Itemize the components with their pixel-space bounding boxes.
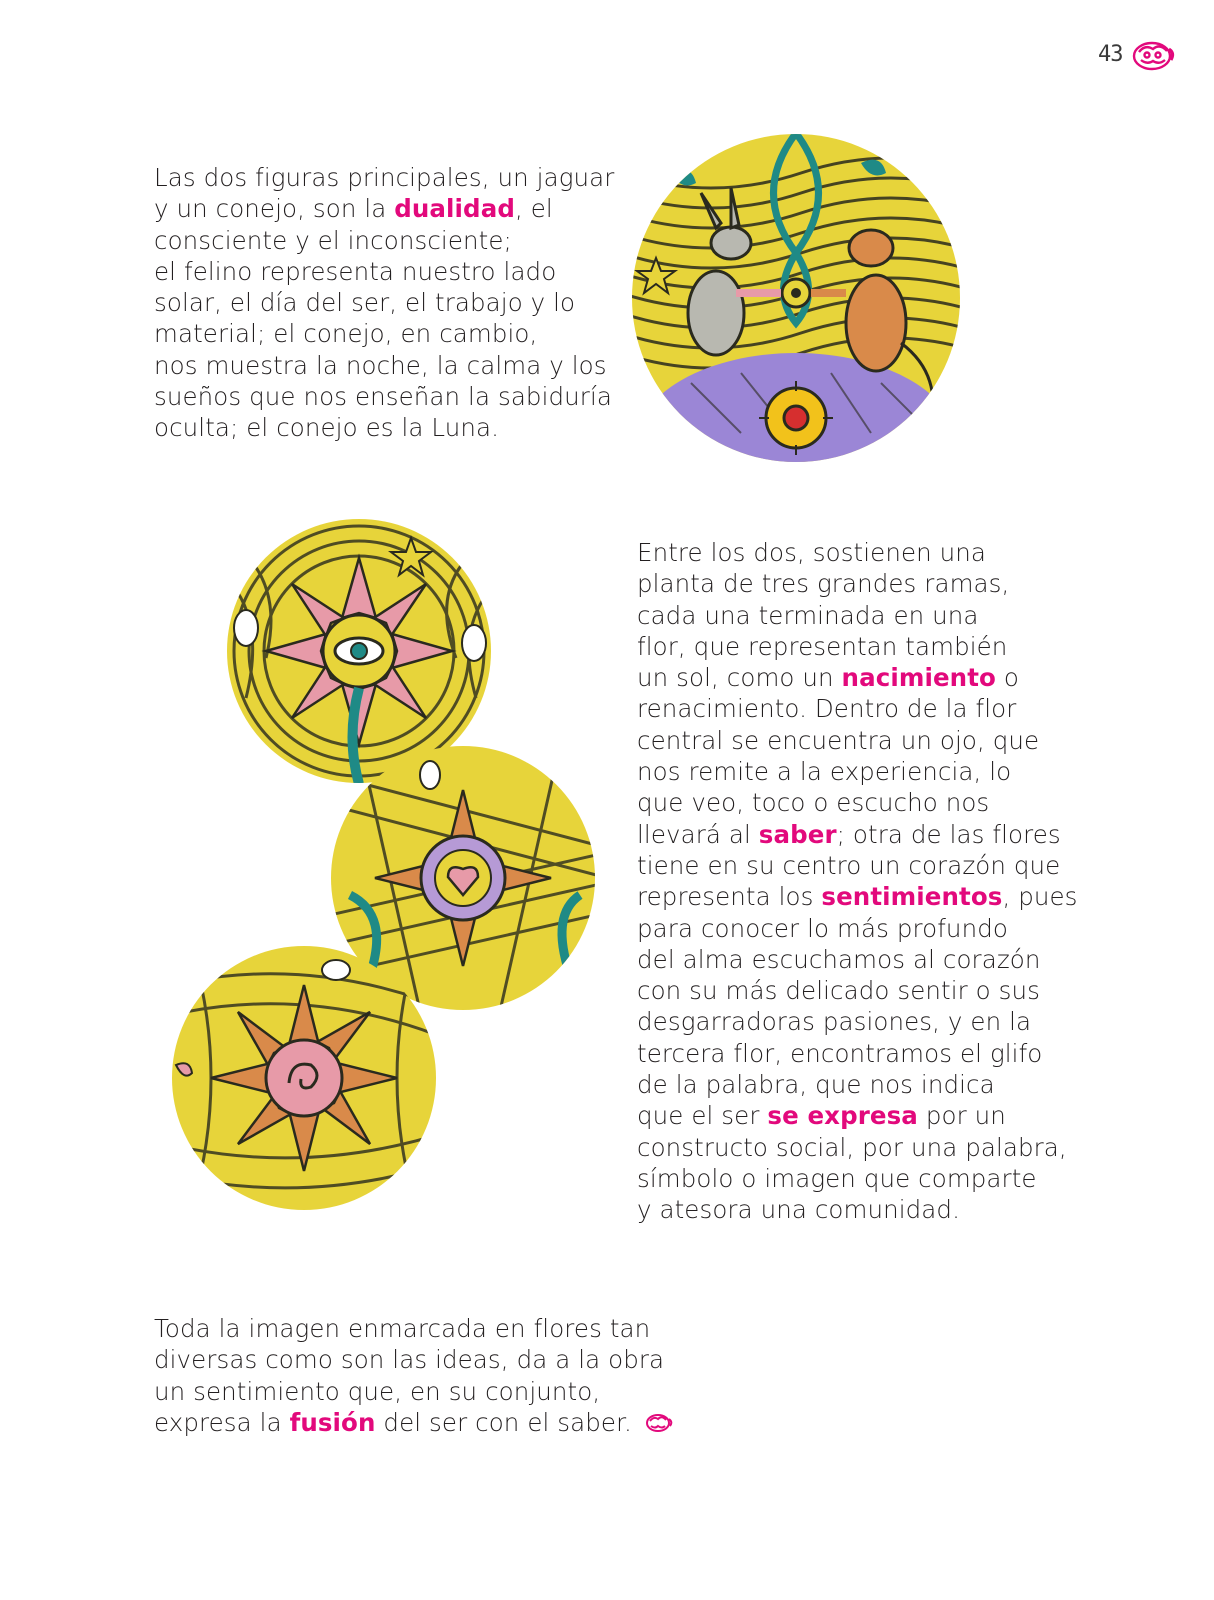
text-segment: Entre los dos, sostienen una bbox=[637, 538, 987, 567]
text-segment: tiene en su centro un corazón que bbox=[637, 850, 1061, 880]
text-line bbox=[637, 944, 1078, 975]
text-line bbox=[154, 1376, 674, 1407]
text-line bbox=[154, 225, 614, 256]
text-segment: nos remite a la experiencia, lo bbox=[637, 757, 1012, 787]
text-line bbox=[154, 287, 614, 318]
text-segment: constructo social, por una palabra, bbox=[637, 1132, 1067, 1162]
text-segment: el felino representa nuestro lado bbox=[154, 256, 557, 286]
text-segment: un sentimiento que, en su conjunto, bbox=[154, 1376, 601, 1406]
text-segment: y atesora una comunidad. bbox=[637, 1195, 960, 1225]
artwork-word-glyph-flower bbox=[171, 945, 437, 1211]
text-line bbox=[154, 1313, 674, 1344]
text-line bbox=[637, 1069, 1078, 1100]
text-segment: para conocer lo más profundo bbox=[637, 913, 1008, 943]
text-segment: consciente y el inconsciente; bbox=[154, 225, 512, 255]
text-segment: o bbox=[995, 663, 1019, 693]
text-line bbox=[637, 881, 1078, 912]
text-segment: expresa la bbox=[154, 1407, 290, 1437]
artwork-rabbit-jaguar bbox=[631, 133, 961, 463]
glyph-logo-icon bbox=[1131, 38, 1175, 74]
text-segment: renacimiento. Dentro de la flor bbox=[637, 694, 1017, 724]
text-line bbox=[637, 1132, 1078, 1163]
page-number: 43 bbox=[1098, 42, 1123, 67]
text-line bbox=[637, 850, 1078, 881]
text-line bbox=[154, 256, 614, 287]
text-segment: central se encuentra un ojo, que bbox=[637, 725, 1040, 755]
text-line bbox=[154, 381, 614, 412]
text-segment: material; el conejo, en cambio, bbox=[154, 319, 538, 349]
text-segment: Las dos figuras principales, un jaguar bbox=[154, 163, 615, 192]
paragraph-nacimiento bbox=[637, 537, 1078, 1226]
glyph-end-icon bbox=[644, 1412, 674, 1434]
text-line bbox=[637, 1100, 1078, 1131]
text-line bbox=[637, 568, 1078, 599]
keyword-highlight: nacimiento bbox=[841, 663, 996, 693]
paragraph-fusion bbox=[154, 1313, 674, 1438]
text-line bbox=[637, 1194, 1078, 1225]
text-line bbox=[637, 631, 1078, 662]
text-segment: cada una terminada en una bbox=[637, 600, 979, 630]
text-segment: por un bbox=[917, 1101, 1006, 1131]
text-line bbox=[637, 537, 1078, 568]
keyword-highlight: se expresa bbox=[767, 1101, 918, 1131]
text-line bbox=[637, 1038, 1078, 1069]
text-segment: símbolo o imagen que comparte bbox=[637, 1163, 1037, 1193]
text-segment: sueños que nos enseñan la sabiduría bbox=[154, 382, 612, 412]
text-line bbox=[154, 318, 614, 349]
text-segment: tercera flor, encontramos el glifo bbox=[637, 1038, 1043, 1068]
keyword-highlight: saber bbox=[758, 819, 837, 849]
text-segment: , pues bbox=[1002, 882, 1078, 912]
text-segment: planta de tres grandes ramas, bbox=[637, 569, 1010, 599]
text-segment: representa los bbox=[637, 882, 822, 912]
keyword-highlight: dualidad bbox=[394, 194, 515, 224]
text-line bbox=[154, 162, 614, 193]
text-segment: con su más delicado sentir o sus bbox=[637, 976, 1041, 1006]
text-segment: Toda la imagen enmarcada en flores tan bbox=[154, 1314, 651, 1343]
text-line bbox=[154, 1344, 674, 1375]
text-line bbox=[637, 756, 1078, 787]
keyword-highlight: sentimientos bbox=[821, 882, 1003, 912]
paragraph-dualidad bbox=[154, 162, 614, 444]
keyword-highlight: fusión bbox=[289, 1407, 376, 1437]
text-line bbox=[154, 412, 614, 443]
text-segment: del alma escuchamos al corazón bbox=[637, 944, 1041, 974]
text-segment: solar, el día del ser, el trabajo y lo bbox=[154, 288, 576, 318]
text-segment: un sol, como un bbox=[637, 663, 842, 693]
text-line bbox=[637, 1006, 1078, 1037]
text-segment: diversas como son las ideas, da a la obra bbox=[154, 1345, 665, 1375]
text-line bbox=[637, 662, 1078, 693]
text-segment: que veo, toco o escucho nos bbox=[637, 788, 990, 818]
text-line bbox=[637, 787, 1078, 818]
text-segment: desgarradoras pasiones, y en la bbox=[637, 1007, 1032, 1037]
text-line bbox=[637, 600, 1078, 631]
text-segment: del ser con el saber. bbox=[375, 1407, 632, 1437]
text-segment: flor, que representan también bbox=[637, 631, 1008, 661]
text-segment: ; otra de las flores bbox=[836, 819, 1061, 849]
text-line bbox=[637, 693, 1078, 724]
text-segment: nos muestra la noche, la calma y los bbox=[154, 350, 607, 380]
text-segment: oculta; el conejo es la Luna. bbox=[154, 413, 499, 443]
text-line bbox=[637, 1163, 1078, 1194]
text-segment: , el bbox=[514, 194, 553, 224]
text-segment: de la palabra, que nos indica bbox=[637, 1070, 995, 1100]
text-line bbox=[154, 1407, 674, 1438]
text-segment: y un conejo, son la bbox=[154, 194, 395, 224]
text-line bbox=[637, 725, 1078, 756]
text-line bbox=[154, 350, 614, 381]
text-segment: que el ser bbox=[637, 1101, 768, 1131]
text-line bbox=[154, 193, 614, 224]
text-segment: llevará al bbox=[637, 819, 759, 849]
text-line bbox=[637, 913, 1078, 944]
text-line bbox=[637, 975, 1078, 1006]
text-line bbox=[637, 819, 1078, 850]
